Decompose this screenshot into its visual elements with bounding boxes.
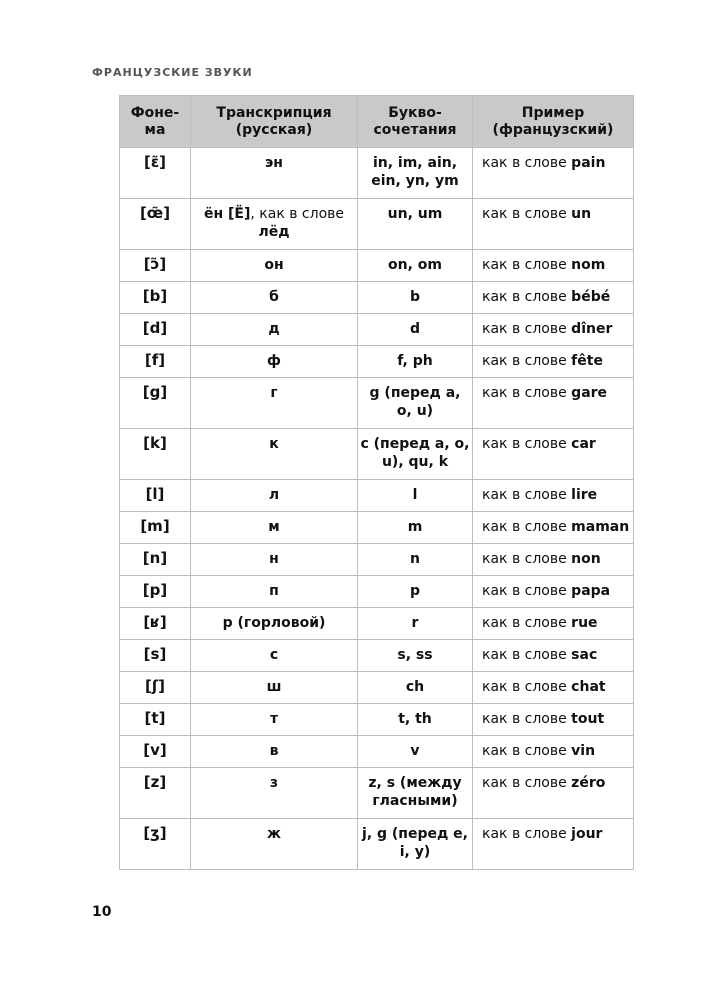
phoneme-cell: [l]: [120, 480, 191, 512]
letters-cell: r: [358, 608, 473, 640]
letters-cell: n: [358, 544, 473, 576]
example-word: maman: [571, 519, 630, 535]
example-cell: [473, 640, 634, 672]
table-row: [120, 282, 634, 314]
example-cell: [473, 512, 634, 544]
header-example: [473, 96, 634, 148]
transcription-cell: б: [191, 282, 358, 314]
transcription-cell: р (горловой): [191, 608, 358, 640]
phoneme-cell: [b]: [120, 282, 191, 314]
transcription-cell: с: [191, 640, 358, 672]
transcription-cell: н: [191, 544, 358, 576]
example-cell: [473, 544, 634, 576]
example-prefix: как в слове: [482, 353, 567, 369]
example-word: fête: [571, 353, 603, 369]
example-word: pain: [571, 155, 606, 171]
example-word: car: [571, 436, 596, 452]
example-prefix: как в слове: [482, 583, 567, 599]
example-cell: [473, 346, 634, 378]
letters-line: c (перед a, o,: [360, 436, 470, 452]
example-word: vin: [571, 743, 596, 759]
example-prefix: как в слове: [482, 679, 567, 695]
header-line: сочетания: [373, 121, 457, 138]
phoneme-cell: [k]: [120, 429, 191, 480]
example-word: chat: [571, 679, 606, 695]
example-prefix: как в слове: [482, 206, 567, 222]
table-row: [120, 199, 634, 250]
example-word: dîner: [571, 321, 613, 337]
phoneme-cell: [m]: [120, 512, 191, 544]
example-prefix: как в слове: [482, 711, 567, 727]
example-cell: [473, 480, 634, 512]
page-number: 10: [92, 904, 112, 920]
table-row: [120, 544, 634, 576]
example-prefix: как в слове: [482, 615, 567, 631]
table-header-row: [120, 96, 634, 148]
letters-line: гласными): [372, 793, 458, 809]
letters-cell: [358, 429, 473, 480]
example-prefix: как в слове: [482, 321, 567, 337]
letters-line: ein, yn, ym: [371, 173, 459, 189]
header-line: (русская): [235, 121, 313, 138]
example-prefix: как в слове: [482, 155, 567, 171]
letters-cell: v: [358, 736, 473, 768]
header-line: Фоне-: [130, 104, 180, 121]
example-cell: [473, 148, 634, 199]
example-prefix: как в слове: [482, 775, 567, 791]
transcription-cell: г: [191, 378, 358, 429]
transcription-cell: п: [191, 576, 358, 608]
table-row: [120, 576, 634, 608]
example-word: rue: [571, 615, 598, 631]
header-line: ма: [144, 121, 166, 138]
example-prefix: как в слове: [482, 551, 567, 567]
letters-cell: [358, 819, 473, 870]
transcription-line: лёд: [258, 224, 290, 240]
header-line: (французский): [492, 121, 614, 138]
phoneme-cell: [œ̃]: [120, 199, 191, 250]
table-row: [120, 512, 634, 544]
table-row: [120, 314, 634, 346]
header-line: Транскрипция: [216, 104, 332, 121]
table-row: [120, 672, 634, 704]
letters-line: i, y): [399, 844, 431, 860]
table-row: [120, 346, 634, 378]
header-line: Пример: [521, 104, 585, 121]
table-row: [120, 640, 634, 672]
table-row: [120, 480, 634, 512]
transcription-cell: ф: [191, 346, 358, 378]
table-row: [120, 704, 634, 736]
transcription-cell: ж: [191, 819, 358, 870]
phoneme-cell: [ʒ]: [120, 819, 191, 870]
example-cell: [473, 282, 634, 314]
phoneme-cell: [s]: [120, 640, 191, 672]
header-phoneme: [120, 96, 191, 148]
transcription-note: , как в слове: [250, 206, 345, 222]
transcription-main: ён [Ё]: [203, 206, 251, 222]
phoneme-cell: [v]: [120, 736, 191, 768]
phoneme-cell: [d]: [120, 314, 191, 346]
example-prefix: как в слове: [482, 257, 567, 273]
letters-cell: p: [358, 576, 473, 608]
transcription-cell: эн: [191, 148, 358, 199]
example-cell: [473, 768, 634, 819]
example-cell: [473, 314, 634, 346]
letters-line: o, u): [396, 403, 434, 419]
example-word: non: [571, 551, 601, 567]
letters-cell: [358, 148, 473, 199]
example-word: zéro: [571, 775, 606, 791]
letters-cell: s, ss: [358, 640, 473, 672]
example-cell: [473, 199, 634, 250]
letters-cell: l: [358, 480, 473, 512]
phoneme-cell: [f]: [120, 346, 191, 378]
example-prefix: как в слове: [482, 743, 567, 759]
table-row: [120, 429, 634, 480]
table-row: [120, 608, 634, 640]
example-prefix: как в слове: [482, 647, 567, 663]
example-prefix: как в слове: [482, 385, 567, 401]
phoneme-cell: [p]: [120, 576, 191, 608]
table-row: [120, 378, 634, 429]
phoneme-cell: [ɛ̃]: [120, 148, 191, 199]
example-word: sac: [571, 647, 598, 663]
transcription-cell: л: [191, 480, 358, 512]
letters-cell: d: [358, 314, 473, 346]
transcription-cell: он: [191, 250, 358, 282]
phoneme-cell: [t]: [120, 704, 191, 736]
example-cell: [473, 672, 634, 704]
letters-cell: f, ph: [358, 346, 473, 378]
transcription-cell: м: [191, 512, 358, 544]
letters-cell: un, um: [358, 199, 473, 250]
example-word: bébé: [571, 289, 611, 305]
transcription-cell: т: [191, 704, 358, 736]
transcription-cell: [191, 199, 358, 250]
phoneme-cell: [n]: [120, 544, 191, 576]
letters-cell: [358, 768, 473, 819]
transcription-cell: з: [191, 768, 358, 819]
phoneme-cell: [ʃ]: [120, 672, 191, 704]
example-cell: [473, 608, 634, 640]
letters-cell: t, th: [358, 704, 473, 736]
transcription-cell: д: [191, 314, 358, 346]
table-row: [120, 250, 634, 282]
table-row: [120, 819, 634, 870]
example-word: tout: [571, 711, 605, 727]
example-word: nom: [571, 257, 606, 273]
example-cell: [473, 250, 634, 282]
example-word: jour: [571, 826, 603, 842]
example-prefix: как в слове: [482, 436, 567, 452]
example-cell: [473, 819, 634, 870]
example-cell: [473, 576, 634, 608]
transcription-cell: ш: [191, 672, 358, 704]
phoneme-cell: [g]: [120, 378, 191, 429]
example-cell: [473, 378, 634, 429]
example-prefix: как в слове: [482, 826, 567, 842]
example-prefix: как в слове: [482, 487, 567, 503]
example-word: papa: [571, 583, 611, 599]
table-row: [120, 148, 634, 199]
example-word: gare: [571, 385, 608, 401]
transcription-cell: в: [191, 736, 358, 768]
example-cell: [473, 704, 634, 736]
letters-line: z, s (между: [368, 775, 462, 791]
table-row: [120, 768, 634, 819]
letters-line: j, g (перед e,: [362, 826, 468, 842]
phoneme-cell: [ɔ̃]: [120, 250, 191, 282]
letters-cell: b: [358, 282, 473, 314]
example-word: lire: [571, 487, 598, 503]
letters-cell: on, om: [358, 250, 473, 282]
example-prefix: как в слове: [482, 519, 567, 535]
phoneme-table: [119, 95, 634, 870]
transcription-cell: к: [191, 429, 358, 480]
example-word: un: [571, 206, 592, 222]
example-cell: [473, 736, 634, 768]
letters-line: in, im, ain,: [372, 155, 458, 171]
letters-line: g (перед a,: [369, 385, 461, 401]
phoneme-cell: [z]: [120, 768, 191, 819]
letters-cell: ch: [358, 672, 473, 704]
header-letters: [358, 96, 473, 148]
table-row: [120, 736, 634, 768]
phoneme-cell: [ʁ]: [120, 608, 191, 640]
running-head: ФРАНЦУЗСКИЕ ЗВУКИ: [92, 66, 253, 79]
letters-line: u), qu, k: [381, 454, 449, 470]
letters-cell: m: [358, 512, 473, 544]
header-transcription: [191, 96, 358, 148]
letters-cell: [358, 378, 473, 429]
header-line: Букво-: [388, 104, 442, 121]
example-prefix: как в слове: [482, 289, 567, 305]
example-cell: [473, 429, 634, 480]
